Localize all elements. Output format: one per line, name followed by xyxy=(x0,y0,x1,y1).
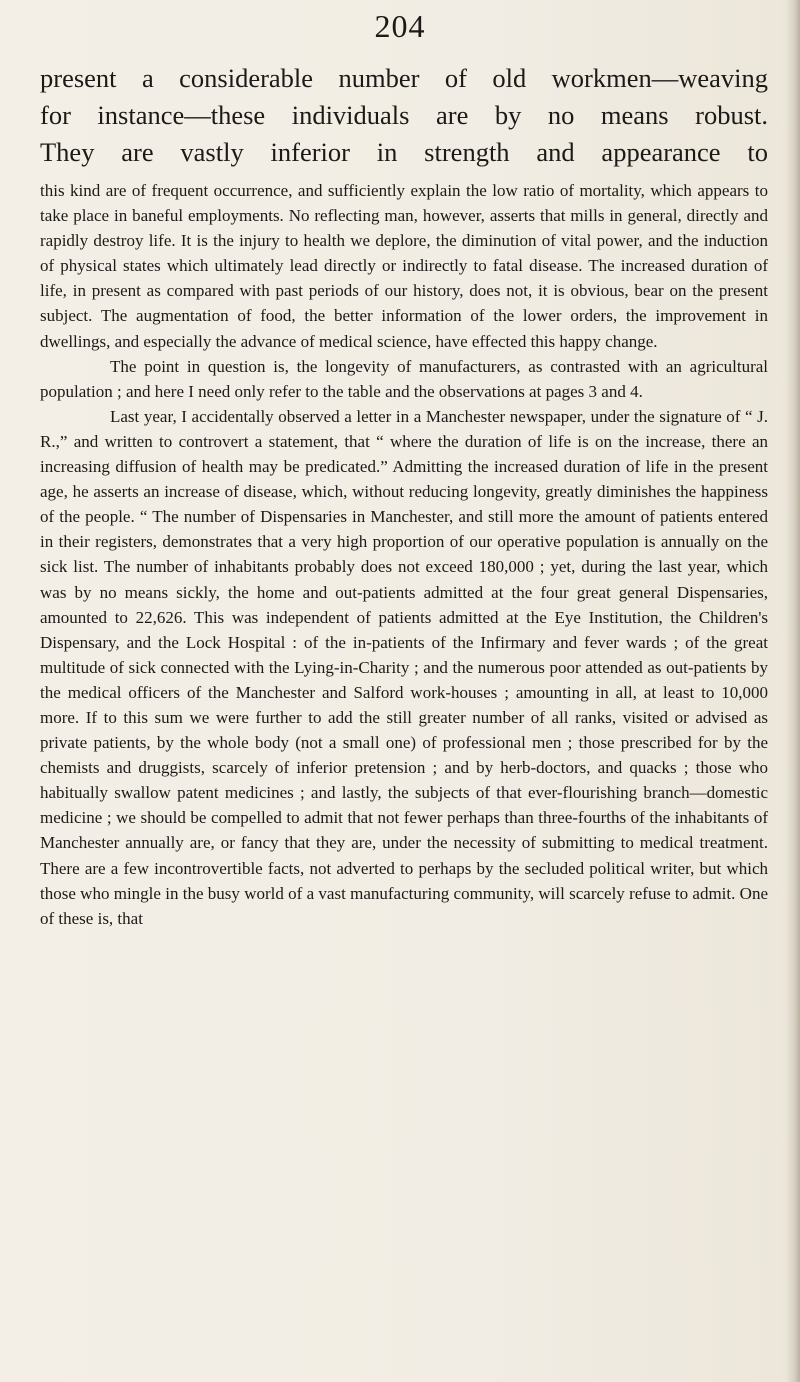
paragraph: this kind are of frequent occurrence, and sufficiently explain the low ratio of mortality, which appears to take place in baneful employments. No reflecting man, however, asserts that mills in general, directly and rapidly destroy life. It is the injury to health we deplore, the diminution of vital power, and the induction of physical states which ultimately lead directly or indirectly to fatal disease. The increased duration of life, in present as compared with past periods of our history, does not, it is obvious, bear on the present subject. The augmentation of food, the better information of the lower orders, the improvement in dwellings, and especially the advance of medical science, have effected this happy change. xyxy=(40,181,768,351)
lead-line: for instance—these individuals are by no means robust. xyxy=(40,100,768,130)
body-text xyxy=(40,178,768,931)
page-edge-shadow xyxy=(786,0,800,1382)
paragraph: Last year, I accidentally observed a letter in a Manchester newspaper, under the signature of “ J. R.,” and written to controvert a statement, that “ where the duration of life is on the increase, there an increasing diffusion of health may be predicated.” Admitting the increased duration of life in the present age, he asserts an increase of disease, which, without reducing longevity, greatly diminishes the happiness of the people. “ The number of Dispensaries in Manchester, and still more the amount of patients entered in their registers, demonstrates that a very high proportion of our operative population is annually on the sick list. The number of inhabitants probably does not exceed 180,000 ; yet, during the last year, which was by no means sickly, the home and out-patients admitted at the four great general Dispensaries, amounted to 22,626. This was independent of patients admitted at the Eye Institution, the Children's Dispensary, and the Lock Hospital : of the in-patients of the Infirmary and fever wards ; of the great multitude of sick connected with the Lying-in-Charity ; and the numerous poor attended as out-patients by the medical officers of the Manchester and Salford work-houses ; amounting in all, at least to 10,000 more. If to this sum we were further to add the still greater number of all ranks, visited or advised as private patients, by the whole body (not a small one) of professional men ; those prescribed for by the chemists and druggists, scarcely of inferior pretension ; and by herb-doctors, and quacks ; those who habitually swallow patent medicines ; and lastly, the subjects of that ever-flourishing branch—domestic medicine ; we should be compelled to admit that not fewer perhaps than three-fourths of the inhabitants of Manchester annually are, or fancy that they are, under the necessity of submitting to medical treatment. There are a few incontrovertible facts, not adverted to perhaps by the secluded political writer, but which those who mingle in the busy world of a vast manufacturing community, will scarcely refuse to admit. One of these is, that xyxy=(40,406,768,928)
lead-line: They are vastly inferior in strength and appearance to xyxy=(40,137,768,167)
lead-line: present a considerable number of old workmen—weaving xyxy=(40,63,768,93)
lead-text xyxy=(40,60,768,171)
page-number: 204 xyxy=(374,8,426,44)
paragraph: The point in question is, the longevity of manufacturers, as contrasted with an agricultural population ; and here I need only refer to the table and the observations at pages 3 and 4. xyxy=(40,356,768,401)
